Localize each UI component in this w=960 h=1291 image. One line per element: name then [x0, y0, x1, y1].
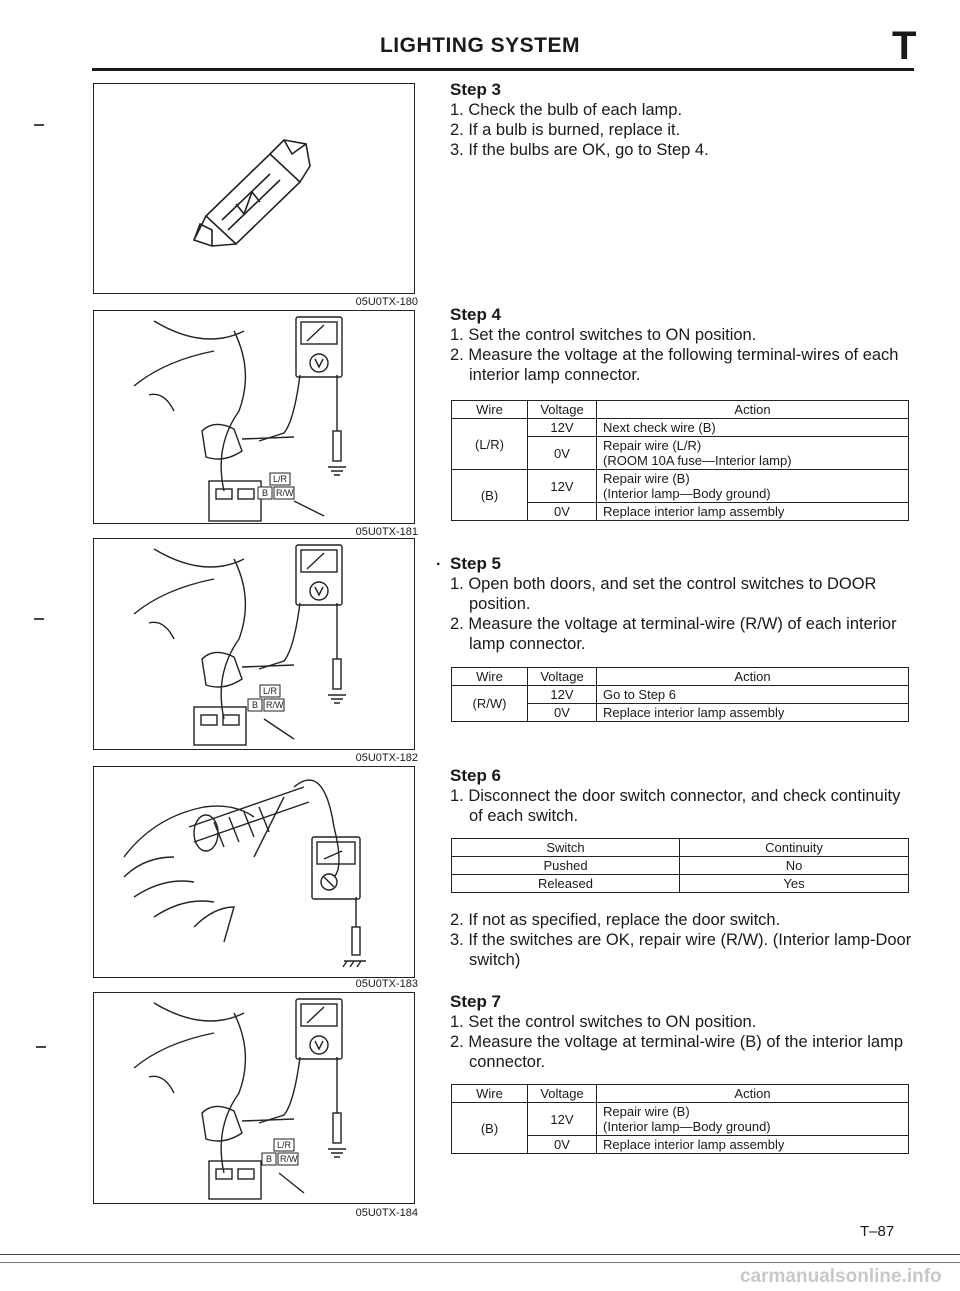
step-6-followup: [450, 910, 920, 970]
table-cell-switch: Released: [452, 875, 680, 893]
table-row: [452, 470, 909, 503]
connector-label-b: B: [266, 1154, 273, 1164]
figure-code: 05U0TX-180: [355, 296, 418, 308]
table-header: Switch: [452, 839, 680, 857]
connector-label-b: B: [262, 488, 269, 498]
figure-code: 05U0TX-184: [355, 1207, 418, 1219]
bullet-mark: ·: [436, 556, 442, 573]
table-cell-action: [597, 437, 909, 470]
table-cell-action-line: (Interior lamp—Body ground): [603, 1119, 771, 1134]
table-cell-voltage: 12V: [528, 686, 597, 704]
table-cell-action: Replace interior lamp assembly: [597, 704, 909, 722]
table-cell-voltage: 12V: [528, 470, 597, 503]
step-line: 2. If a bulb is burned, replace it.: [450, 121, 681, 139]
step6-table: [451, 838, 909, 893]
table-cell-action: Next check wire (B): [597, 419, 909, 437]
table-header-row: [452, 839, 909, 857]
step-line: 2. Measure the voltage at terminal-wire (B) of the interior lamp: [450, 1033, 904, 1051]
table-cell-action: [597, 470, 909, 503]
table-cell-action: Replace interior lamp assembly: [597, 503, 909, 521]
figure-code: 05U0TX-182: [355, 752, 418, 764]
step-line: interior lamp connector.: [469, 366, 641, 384]
table-cell-action-line: Repair wire (B): [603, 1104, 690, 1119]
table-header: Wire: [452, 1085, 528, 1103]
step-line: 2. Measure the voltage at the following terminal-wires of each: [450, 346, 899, 364]
table-cell-voltage: 0V: [528, 1136, 597, 1154]
table-cell-voltage: 0V: [528, 704, 597, 722]
watermark-text: carmanualsonline.info: [740, 1266, 942, 1287]
section-letter: T: [892, 24, 917, 68]
step7-table: [451, 1084, 909, 1154]
figure-voltmeter-3: [93, 992, 415, 1204]
step-6: [450, 766, 920, 826]
table-header: Voltage: [528, 668, 597, 686]
step-line: lamp connector.: [469, 635, 586, 653]
figure-code: 05U0TX-183: [355, 978, 418, 990]
table-cell-action: Replace interior lamp assembly: [597, 1136, 909, 1154]
step-5: [450, 554, 920, 654]
table-header-row: [452, 668, 909, 686]
table-row: [452, 1103, 909, 1136]
connector-label-lr: L/R: [273, 474, 288, 484]
step-line: 2. Measure the voltage at terminal-wire (R/W) of each interior: [450, 615, 897, 633]
step4-table: [451, 400, 909, 521]
figure-ohmmeter: [93, 766, 415, 978]
step-3: [450, 80, 920, 160]
table-row: [452, 419, 909, 437]
step-title: Step 3: [450, 80, 502, 99]
step-line: connector.: [469, 1053, 546, 1071]
table-cell-action: [597, 1103, 909, 1136]
voltmeter-illustration: [94, 993, 413, 1202]
ohmmeter-illustration: [94, 767, 413, 976]
figure-bulb: [93, 83, 415, 294]
connector-label-lr: L/R: [277, 1140, 292, 1150]
step-line: switch): [469, 951, 521, 969]
step5-table: [451, 667, 909, 722]
table-cell-wire: (B): [452, 470, 528, 521]
step-line: 3. If the bulbs are OK, go to Step 4.: [450, 141, 709, 159]
step-line: 1. Set the control switches to ON position.: [450, 1013, 757, 1031]
table-cell-action-line: Repair wire (L/R): [603, 438, 702, 453]
voltmeter-illustration: [94, 311, 413, 522]
table-cell-voltage: 12V: [528, 419, 597, 437]
table-cell-action-line: Repair wire (B): [603, 471, 690, 486]
table-cell-wire: (R/W): [452, 686, 528, 722]
table-header: Wire: [452, 668, 528, 686]
connector-label-lr: L/R: [263, 686, 278, 696]
table-header: Action: [597, 668, 909, 686]
footer-rule: [0, 1254, 960, 1255]
step-title: Step 5: [450, 554, 502, 573]
margin-mark: [36, 1046, 46, 1048]
figure-voltmeter-1: [93, 310, 415, 524]
table-cell-voltage: 12V: [528, 1103, 597, 1136]
table-cell-action-line: (ROOM 10A fuse—Interior lamp): [603, 453, 792, 468]
table-row: [452, 857, 909, 875]
table-cell-wire: (B): [452, 1103, 528, 1154]
table-cell-voltage: 0V: [528, 503, 597, 521]
connector-label-b: B: [252, 700, 259, 710]
table-cell-switch: Pushed: [452, 857, 680, 875]
step-title: Step 7: [450, 992, 502, 1011]
step-line: 2. If not as specified, replace the door switch.: [450, 911, 781, 929]
page-number: T–87: [860, 1223, 895, 1240]
table-cell-action: Go to Step 6: [597, 686, 909, 704]
figure-voltmeter-2: [93, 538, 415, 750]
table-header: Action: [597, 1085, 909, 1103]
page-title: LIGHTING SYSTEM: [379, 34, 580, 57]
table-cell-action-line: (Interior lamp—Body ground): [603, 486, 771, 501]
step-line: of each switch.: [469, 807, 579, 825]
voltmeter-illustration: [94, 539, 413, 748]
header-rule: [92, 68, 914, 71]
table-header: Continuity: [680, 839, 909, 857]
margin-mark: [34, 618, 44, 620]
table-cell-continuity: Yes: [680, 875, 909, 893]
figure-code: 05U0TX-181: [355, 526, 418, 538]
table-header-row: [452, 1085, 909, 1103]
table-cell-continuity: No: [680, 857, 909, 875]
table-cell-wire: (L/R): [452, 419, 528, 470]
step-title: Step 6: [450, 766, 502, 785]
table-header-row: [452, 401, 909, 419]
step-line: 1. Check the bulb of each lamp.: [450, 101, 683, 119]
step-7: [450, 992, 920, 1072]
step-line: 1. Open both doors, and set the control switches to DOOR: [450, 575, 877, 593]
step-4: [450, 305, 920, 385]
step-line: position.: [469, 595, 531, 613]
connector-label-rw: R/W: [280, 1154, 298, 1164]
step-line: 1. Set the control switches to ON position.: [450, 326, 757, 344]
footer-rule: [0, 1262, 960, 1263]
table-header: Voltage: [528, 401, 597, 419]
table-cell-voltage: 0V: [528, 437, 597, 470]
step-title: Step 4: [450, 305, 502, 324]
bulb-illustration: [94, 84, 413, 292]
table-header: Wire: [452, 401, 528, 419]
step-line: 3. If the switches are OK, repair wire (R/W). (Interior lamp-Door: [450, 931, 912, 949]
table-row: [452, 686, 909, 704]
connector-label-rw: R/W: [266, 700, 284, 710]
step-line: 1. Disconnect the door switch connector, and check continuity: [450, 787, 901, 805]
table-row: [452, 875, 909, 893]
margin-mark: [34, 124, 44, 126]
table-header: Voltage: [528, 1085, 597, 1103]
connector-label-rw: R/W: [276, 488, 294, 498]
table-header: Action: [597, 401, 909, 419]
